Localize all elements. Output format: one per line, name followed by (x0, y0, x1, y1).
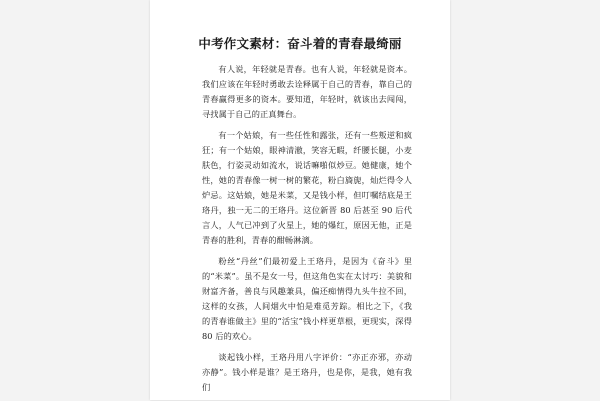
document-body (202, 62, 412, 401)
paragraph-2: 有一个姑娘，有一些任性和露张，还有一些叛逆和疯狂；有一个姑娘，眼神清澈，笑容无暇，纤腰长腿，小麦肤色，行姿灵动如流水，说话嘛啪似炒豆。她健康，她个性，她的青春像一树一树的繁花，粉白旖旎，灿烂得令人炉忌。这姑娘，她是米菜，又是钱小样，但叮嘱结底是王珞丹，独一无二的王珞丹。这位新晋 80 后甚至 90 后代言人，人气已冲到了火星上，她的爆红，原因无他，正是青春的胜利，青春的酣畅淋漓。 (202, 130, 412, 245)
paragraph-3: 粉丝“丹丝”们最初爱上王珞丹，是因为《奋斗》里的“米菜”。虽不是女一号，但这角色实在太讨巧：美貌和财富齐备，善良与风趣兼具，偏还痴情得九头牛拉不回，这样的女孩，人间烟火中怕是难觅芳踪。相比之下，《我的青春谁做主》里的“活宝”钱小样更草根，更现实，深得 80 后的欢心。 (202, 256, 412, 341)
paragraph-4: 谈起钱小样，王珞丹用八字评价：“亦正亦邪，亦动亦静”。钱小样是谁？是王珞丹，也是你，是我，她有我们 (202, 352, 412, 392)
document-title: 中考作文素材：奋斗着的青春最绮丽 (198, 36, 402, 51)
document-page (150, 0, 450, 400)
paragraph-1: 有人说，年轻就是青春。也有人说，年轻就是资本。我们应该在年轻时勇敢去诠释属于自己的青春，靠自己的青春赢得更多的资本。要知道，年轻时，就该出去闯闯，寻找属于自己的正真舞台。 (202, 64, 412, 119)
